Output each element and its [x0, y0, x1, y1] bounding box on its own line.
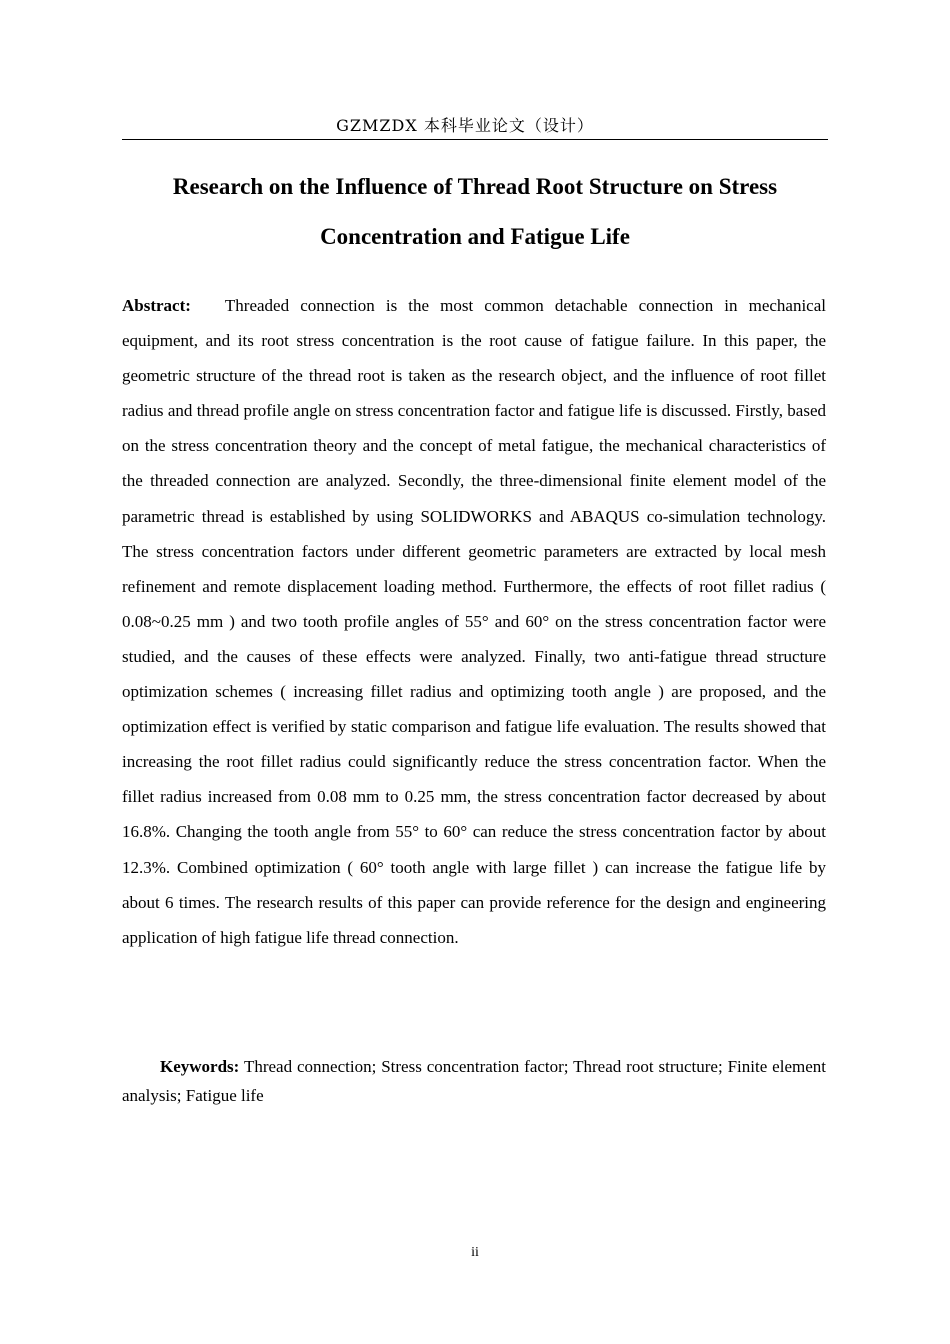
keywords-paragraph — [122, 1052, 826, 1110]
page-number: ii — [471, 1245, 479, 1260]
paper-title-line-1: Research on the Influence of Thread Root Structure on Stress — [172, 174, 778, 199]
keywords-label: Keywords: — [160, 1057, 240, 1076]
paper-title-line-2: Concentration and Fatigue Life — [320, 224, 630, 249]
paper-title — [122, 162, 828, 262]
abstract-paragraph — [122, 288, 826, 955]
abstract-text: Threaded connection is the most common detachable connection in mechanical equipment, and its root stress concentration is the root cause of fatigue failure. In this paper, the geometric structure of the thread root is taken as the research object, and the influence of root fillet radius and thread profile angle on stress concentration factor and fatigue life is discussed. Firstly, based on the stress concentration theory and the concept of metal fatigue, the mechanical characteristics of the threaded connection are analyzed. Secondly, the three-dimensional finite element model of the parametric thread is established by using SOLIDWORKS and ABAQUS co-simulation technology. The stress concentration factors under different geometric parameters are extracted by local mesh refinement and remote displacement loading method. Furthermore, the effects of root fillet radius ( 0.08~0.25 mm ) and two tooth profile angles of 55° and 60° on the stress concentration factor were studied, and the causes of these effects were analyzed. Finally, two anti-fatigue thread structure optimization schemes ( increasing fillet radius and optimizing tooth angle ) are proposed, and the optimization effect is verified by static comparison and fatigue life evaluation. The results showed that increasing the root fillet radius could significantly reduce the stress concentration factor. When the fillet radius increased from 0.08 mm to 0.25 mm, the stress concentration factor decreased by about 16.8%. Changing the tooth angle from 55° to 60° can reduce the stress concentration factor by about 12.3%. Combined optimization ( 60° tooth angle with large fillet ) can increase the fatigue life by about 6 times. The research results of this paper can provide reference for the design and engineering application of high fatigue life thread connection. — [122, 296, 826, 947]
abstract-label: Abstract: — [122, 296, 191, 315]
keywords-text: Thread connection; Stress concentration factor; Thread root structure; Finite element analysis; Fatigue life — [122, 1057, 826, 1105]
running-header: GZMZDX 本科毕业论文（设计） — [122, 112, 828, 140]
